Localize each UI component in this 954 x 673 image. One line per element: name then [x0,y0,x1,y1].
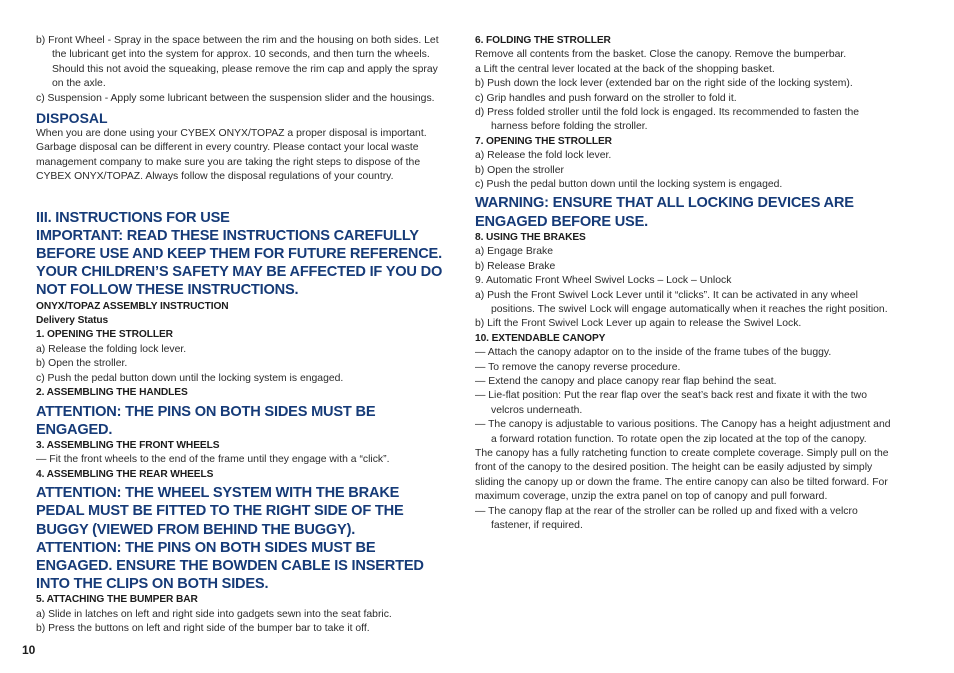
section-10-item-2: — To remove the canopy reverse procedure. [475,361,681,373]
section-7-item-a: a) Release the fold lock lever. [475,150,612,162]
section-6-item-a: a Lift the central lever located at the back of the shopping basket. [475,63,775,75]
section-2-heading: 2. ASSEMBLING THE HANDLES [36,387,188,399]
section-6-intro: Remove all contents from the basket. Close the canopy. Remove the bumperbar. [475,49,847,61]
section-1-item-c: c) Push the pedal button down until the locking system is engaged. [36,372,344,384]
left-column [36,34,446,637]
section-10-item-4: — Lie-flat position: Put the rear flap over the seat’s back rest and fixate it with the two velcros underneath. [475,390,867,416]
warning-heading: WARNING: ENSURE THAT ALL LOCKING DEVICES ARE ENGAGED BEFORE USE. [475,195,854,230]
disposal-text: When you are done using your CYBEX ONYX/TOPAZ a proper disposal is important. Garbage disposal can be different in every country. Please contact your local waste management company to make sure you are taking the right steps to dispose of the CYBEX ONYX/TOPAZ. Always follow the disposal regulations of your country. [36,128,427,183]
section-5-item-b: b) Press the buttons on left and right side of the bumper bar to take it off. [36,623,370,635]
page-number: 10 [22,643,36,657]
maintenance-item-suspension: c) Suspension - Apply some lubricant between the suspension slider and the housings. [36,92,435,104]
section-8-item-a: a) Engage Brake [475,246,553,258]
section-8-heading: 8. USING THE BRAKES [475,231,586,243]
section-7-item-c: c) Push the pedal button down until the locking system is engaged. [475,179,783,191]
section-10-heading: 10. EXTENDABLE CANOPY [475,332,606,344]
section-1-item-b: b) Open the stroller. [36,358,128,370]
section-6-item-c: c) Grip handles and push forward on the stroller to fold it. [475,92,737,104]
section-4-heading: 4. ASSEMBLING THE REAR WHEELS [36,468,214,480]
section-9-item-a: a) Push the Front Swivel Lock Lever until it “clicks”. It can be activated in any wheel positions. The swivel Lock will engage automatically when it reaches the right position. [475,289,888,315]
assembly-heading: ONYX/TOPAZ ASSEMBLY INSTRUCTION [36,300,229,312]
maintenance-item-front-wheel: b) Front Wheel - Spray in the space between the rim and the housing on both sides. Let the lubricant get into the system for approx. 10 seconds, and then turn the wheels. Should this not avoid the squeaking, please remove the rim cap and apply the spray on the axle. [36,35,439,90]
section-6-item-d: d) Press folded stroller until the fold lock is engaged. Its recommended to fasten the harness before folding the stroller. [475,107,860,133]
attention-pins-bowden: ATTENTION: THE PINS ON BOTH SIDES MUST BE ENGAGED. ENSURE THE BOWDEN CABLE IS INSERTED INTO THE CLIPS ON BOTH SIDES. [36,539,424,593]
section-8-item-b: b) Release Brake [475,260,556,272]
attention-wheel-system: ATTENTION: THE WHEEL SYSTEM WITH THE BRAKE PEDAL MUST BE FITTED TO THE RIGHT SIDE OF THE BUGGY (VIEWED FROM BEHIND THE BUGGY). [36,485,404,538]
section-10-item-last: — The canopy flap at the rear of the stroller can be rolled up and fixed with a velcro fastener, if required. [475,505,858,531]
right-column [475,34,895,533]
section-7-heading: 7. OPENING THE STROLLER [475,135,612,147]
disposal-heading: DISPOSAL [36,110,108,127]
section-1-heading: 1. OPENING THE STROLLER [36,329,173,341]
section-1-item-a: a) Release the folding lock lever. [36,343,187,355]
section-10-item-5: — The canopy is adjustable to various positions. The Canopy has a height adjustment and a forward rotation function. To rotate open the zip located at the top of the canopy. [475,419,891,445]
section-10-item-1: — Attach the canopy adaptor on to the inside of the frame tubes of the buggy. [475,347,832,359]
section-10-item-3: — Extend the canopy and place canopy rear flap behind the seat. [475,375,777,387]
instructions-heading: III. INSTRUCTIONS FOR USE [36,209,230,226]
section-10-paragraph: The canopy has a fully ratcheting function to create complete coverage. Simply pull on the front of the canopy to the desired position. The height can be easily adjusted by simply sliding the canopy up or down the frame. The entire canopy can also be tilted forward. For maximum coverage, unzip the extra panel on top of canopy and pull forward. [475,447,889,503]
section-6-heading: 6. FOLDING THE STROLLER [475,35,611,46]
section-3-heading: 3. ASSEMBLING THE FRONT WHEELS [36,439,220,451]
delivery-status: Delivery Status [36,315,109,327]
important-heading: IMPORTANT: READ THESE INSTRUCTIONS CAREFULLY BEFORE USE AND KEEP THEM FOR FUTURE REFERENCE. YOUR CHILDREN’S SAFETY MAY BE AFFECTED IF YOU DO NOT FOLLOW THESE INSTRUCTIONS. [36,227,443,299]
section-9-item-b: b) Lift the Front Swivel Lock Lever up again to release the Swivel Lock. [475,318,802,330]
section-9-line: 9. Automatic Front Wheel Swivel Locks – Lock – Unlock [475,275,732,287]
attention-pins-handles: ATTENTION: THE PINS ON BOTH SIDES MUST BE ENGAGED. [36,403,376,438]
section-7-item-b: b) Open the stroller [475,164,564,176]
section-5-heading: 5. ATTACHING THE BUMPER BAR [36,594,198,606]
section-3-item: — Fit the front wheels to the end of the frame until they engage with a “click”. [36,454,390,466]
section-6-item-b: b) Push down the lock lever (extended bar on the right side of the locking system). [475,78,853,90]
section-5-item-a: a) Slide in latches on left and right side into gadgets sewn into the seat fabric. [36,608,392,620]
